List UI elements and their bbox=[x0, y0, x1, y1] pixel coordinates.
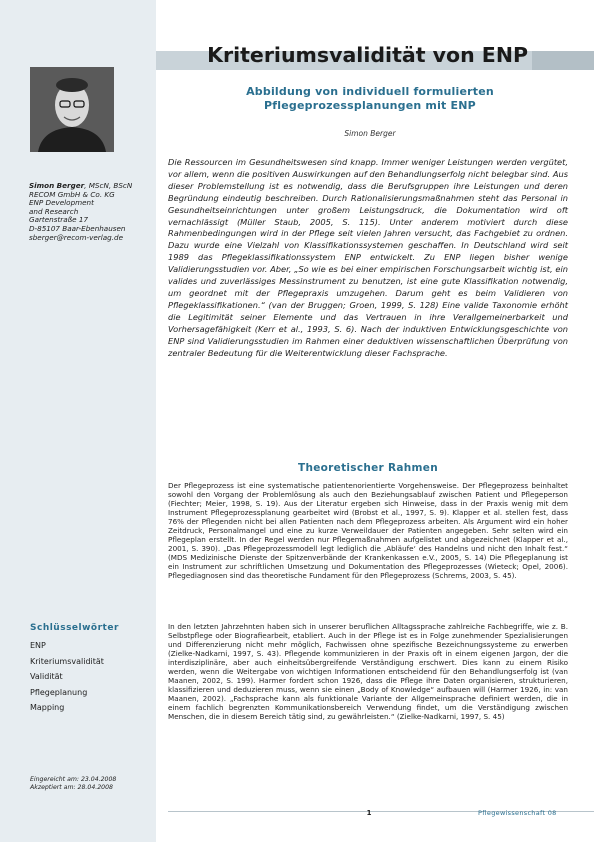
author-line: Gartenstraße 17 bbox=[29, 215, 89, 225]
keyword-item: Kriteriumsvalidität bbox=[30, 656, 104, 666]
journal-name: Pflegewissenschaft 08 bbox=[478, 809, 557, 817]
body-paragraph: Der Pflegeprozess ist eine systematische patientenorientierte Vorgehensweise. Der Pflegeprozess beinhaltet sowohl den Vorgang der Problemlösung als auch den Beziehungsablauf zwischen Patient und Pflegeperson (Fiechter; Meier, 1998, S. 19). Aus der Literatur ergeben sich Hinweise, dass in der Praxis wenig mit dem Instrument Pflegeprozessplanung gearbeitet wird (Brobst et al., 1997, S. 9). Klapper et al. stellen fest, dass 76% der Pflegenden nicht bei allen Patienten nach dem Pflegeprozess arbeiten. Als Argument wird ein hoher Zeitdruck, Personalmangel und eine zu kurze Verweildauer der Patienten angegeben. Sehr selten wird ein Pflegeplan erstellt. In der Regel werden nur Pflegemaßnahmen aufgelistet und abgezeichnet (Klapper et al., 2001, S. 390). „Das Pflegeprozessmodell legt lediglich die ‚Abläufe‘ des Handelns und nicht den Inhalt fest.“ (MDS Medizinische Dienste der Spitzenverbände der Krankenkassen e.V., 2005, S. 14) Die Pflegeplanung ist ein Instrument zur schriftlichen Umsetzung und Dokumentation des Pflegeprozesses (Wieteck; Opel, 2006). Pflegediagnosen sind das theoretische Fundament für den Pflegeprozess (Schrems, 2003, S. 45). bbox=[168, 481, 568, 581]
author-line: and Research bbox=[29, 206, 79, 216]
keywords-title: Schlüsselwörter bbox=[30, 623, 119, 633]
author-email[interactable]: sberger@recom-verlag.de bbox=[29, 232, 123, 242]
author-photo bbox=[30, 67, 114, 152]
author-line: RECOM GmbH & Co. KG bbox=[29, 189, 115, 199]
author-line: D-85107 Baar-Ebenhausen bbox=[29, 223, 126, 233]
keyword-item: Mapping bbox=[30, 703, 65, 712]
section-heading: Theoretischer Rahmen bbox=[298, 462, 438, 474]
author-line: ENP Development bbox=[29, 198, 94, 208]
author-info bbox=[29, 182, 154, 242]
keyword-item: Pflegeplanung bbox=[30, 687, 88, 697]
author-name: Simon Berger bbox=[29, 181, 85, 190]
body-paragraph: In den letzten Jahrzehnten haben sich in unserer beruflichen Alltagssprache zahlreiche Fachbegriffe, wie z. B. Selbstpflege oder Biografiearbeit, etabliert. Auch in der Pflege ist es in Folge zunehmender Spezialisierungen und Differenzierung nicht mehr möglich, Fachwissen ohne spezifische Bezeichnungssysteme zu erwerben (Zielke-Nadkarni, 1997, S. 43). Pflegende kommunizieren in der Praxis oft in einem eigenen Jargon, der die interdisziplinäre, aber auch einheitsübergreifende Verständigung erschwert. Dies kann zu einem Risiko werden, wenn die Weitergabe von wichtigen Informationen entscheidend für den Behandlungserfolg ist (van Maanen, 2002, S. 199). Harmer fordert schon 1926, dass die Pflege ihre Daten organisieren, strukturieren, klassifizieren und deduzieren muss, wenn sie einen „Body of Knowledge“ aufbauen will (Harmer 1926, in: van Maanen, 2002). „Fachsprache kann als funktionale Variante der Allgemeinsprache definiert werden, die in einem fachlich begrenzten Kommunikationsbereich Verwendung findet, um die Verständigung zwischen Menschen, die in diesem Bereich tätig sind, zu gewährleisten.“ (Zielke-Nadkarni, 1997, S. 45) bbox=[168, 622, 568, 722]
page-number: 1 bbox=[366, 809, 372, 817]
author-degrees: , MScN, BScN bbox=[84, 181, 133, 190]
article-subtitle: Abbildung von individuell formulierten Pflegeprozessplanungen mit ENP bbox=[246, 85, 494, 112]
author-byline: Simon Berger bbox=[344, 129, 396, 138]
accepted-date: Akzeptiert am: 28.04.2008 bbox=[30, 784, 113, 791]
article-title: Kriteriumsvalidität von ENP bbox=[207, 43, 528, 67]
keywords-list bbox=[30, 638, 104, 716]
abstract: Die Ressourcen im Gesundheitswesen sind knapp. Immer weniger Leistungen werden vergütet, vor allem, wenn die positiven Auswirkungen auf den Behandlungserfolg nicht belegbar sind. Aus dieser Problemstellung ist es notwendig, dass die Berufsgruppen ihre Leistungen und deren Begründung eindeutig beschreiben. Durch Rationalisierungsmaßnahmen steht das Personal in Gesundheitseinrichtungen unter großem Leistungsdruck, die Dokumentation wird oft vernachlässigt (Müller Staub, 2005, S. 115). Unter anderem motiviert durch diese Rahmenbedingungen wird in der Pflege seit vielen Jahren versucht, das Fachgebiet zu ordnen. Dazu wurde eine Vielzahl von Klassifikationssystemen geschaffen. In Deutschland wird seit 1989 das Pflegeklassifikationssystem ENP entwickelt. Zu ENP liegen bisher wenige Validierungsstudien vor. Aber, „So wie es bei einer empirischen Forschungsarbeit wichtig ist, ein valides und zuverlässiges Messinstrument zu benutzen, ist eine gute Klassifikation notwendig, um geordnet mit der Pflegepraxis umzugehen. Darum geht es beim Validieren von Pflegeklassifikationen.“ (van der Bruggen; Groen, 1999, S. 128) Eine valide Taxonomie erhöht die Legitimität seiner Elemente und das Vertrauen in ihre Verallgemeinerbarkeit und Vorhersagefähigkeit (Kerr et al., 1993, S. 6). Nach der induktiven Entwicklungsgeschichte von ENP sind Validierungsstudien im Rahmen einer deduktiven wissenschaftlichen Überprüfung von zentraler Bedeutung für die Weiterentwicklung dieser Fachsprache. bbox=[168, 157, 568, 358]
submission-dates bbox=[30, 776, 116, 792]
keyword-item: ENP bbox=[30, 641, 46, 650]
title-accent-block bbox=[532, 51, 594, 70]
submitted-date: Eingereicht am: 23.04.2008 bbox=[30, 776, 117, 783]
keyword-item: Validität bbox=[30, 672, 63, 681]
